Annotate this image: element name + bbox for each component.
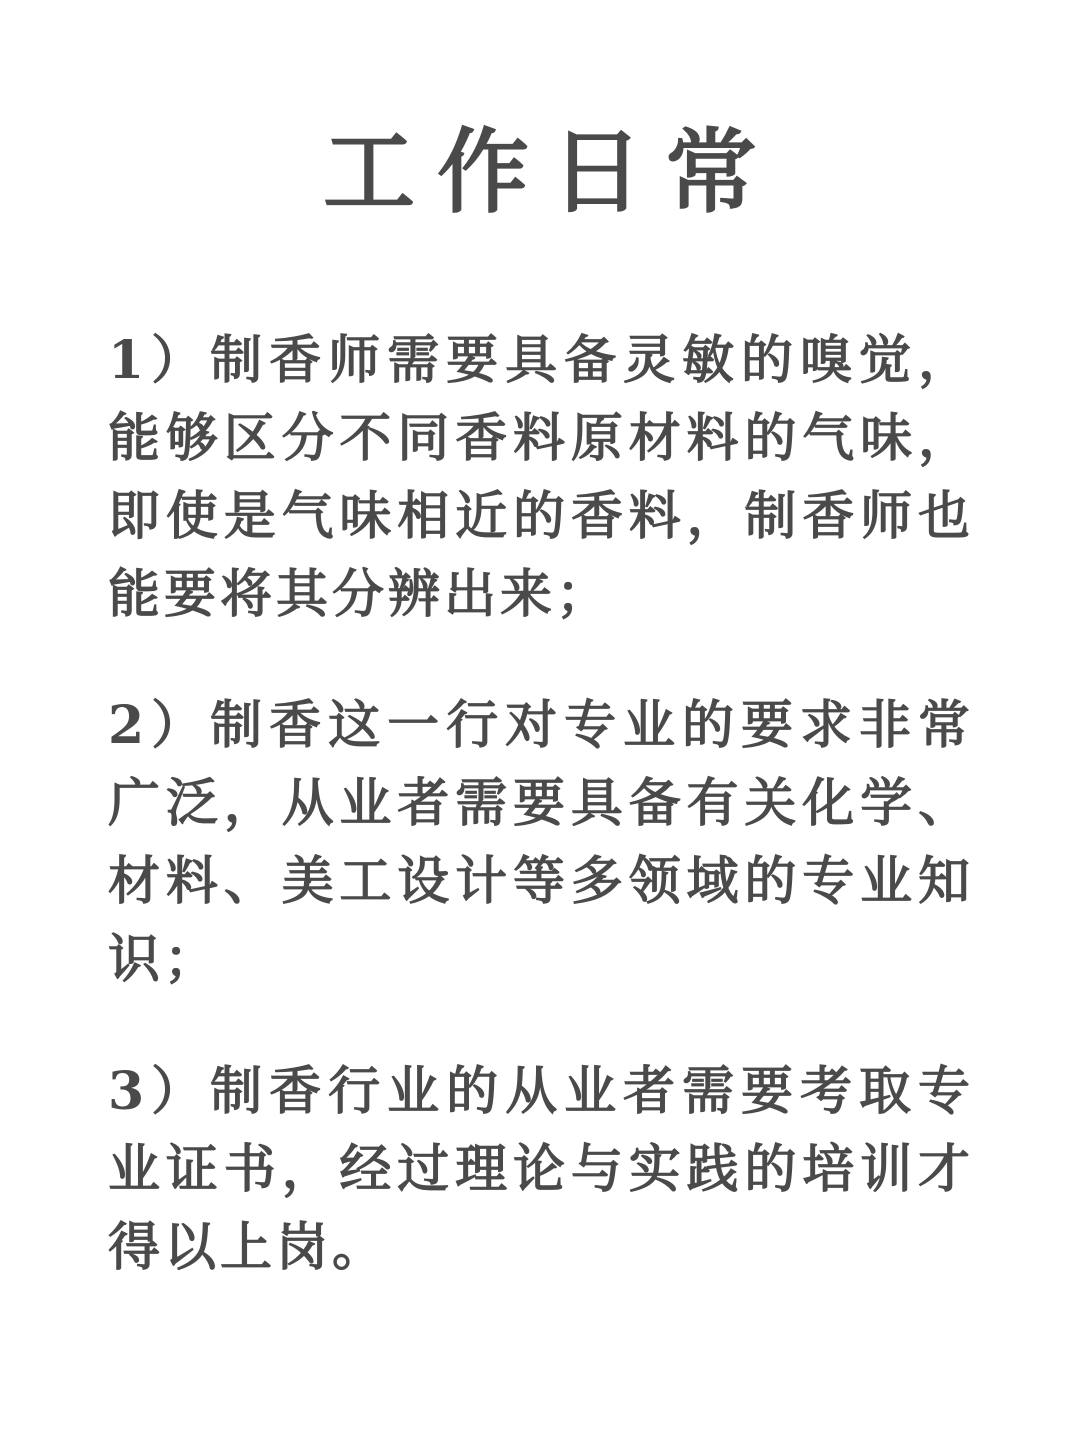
paragraph-2: 2）制香这一行对专业的要求非常广泛，从业者需要具备有关化学、材料、美工设计等多领域的专业知识；: [108, 695, 974, 990]
paragraph-1: 1）制香师需要具备灵敏的嗅觉，能够区分不同香料原材料的气味，即使是气味相近的香料，制香师也能要将其分辨出来；: [108, 330, 974, 625]
page-title: 工作日常: [322, 118, 779, 226]
paragraph-3: 3）制香行业的从业者需要考取专业证书，经过理论与实践的培训才得以上岗。: [108, 1061, 974, 1278]
